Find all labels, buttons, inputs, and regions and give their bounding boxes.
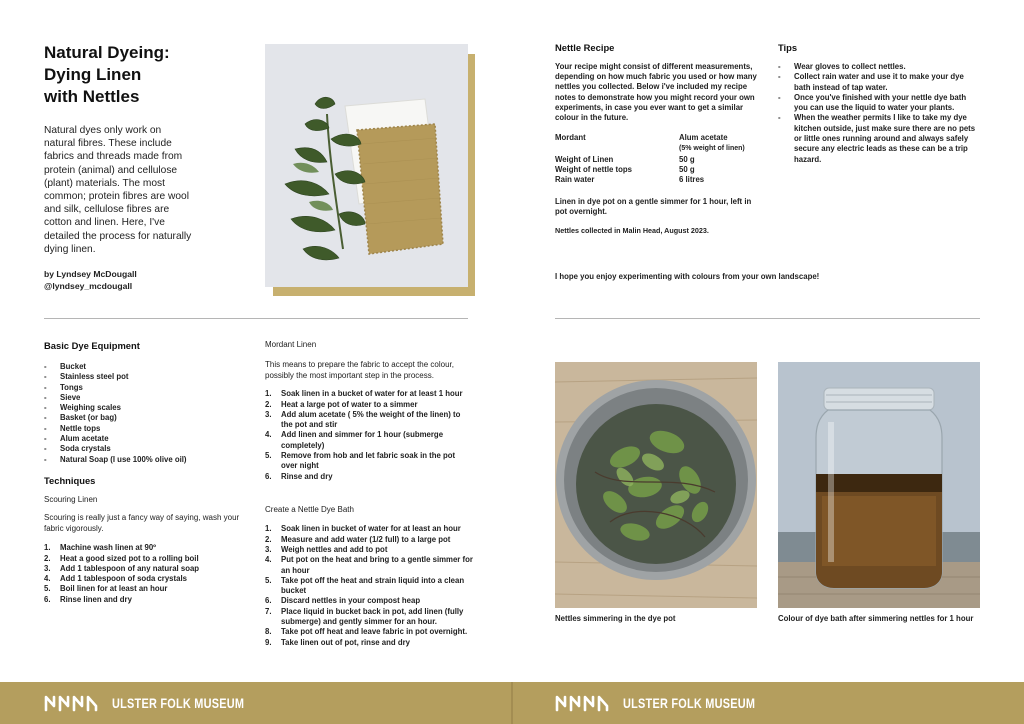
list-item: - Bucket (44, 362, 244, 372)
page-title (44, 42, 244, 108)
table-cell-label: Weight of Linen (555, 154, 614, 164)
table-cell-label: Weight of nettle tops (555, 164, 632, 174)
title-line-2: Dying Linen (44, 65, 142, 84)
collected-note: Nettles collected in Malin Head, August 2023. (555, 225, 709, 235)
left-divider (44, 318, 468, 319)
list-item: 4. Add linen and simmer for 1 hour (submerge completely) (265, 430, 444, 450)
mordant-section (265, 340, 470, 482)
simmer-note: Linen in dye pot on a gentle simmer for 1 hour, left in pot overnight. (555, 197, 752, 217)
recipe-title: Nettle Recipe (555, 42, 615, 53)
equipment-list (44, 362, 244, 465)
page-split (511, 682, 513, 724)
linen-nettles-photo (265, 44, 475, 296)
folk-museum-mark-icon (44, 694, 102, 712)
list-item: - Soda crystals (44, 444, 244, 454)
dye-jar-illustration (778, 362, 980, 608)
recipe-intro: Your recipe might consist of different measurements, depending on how much fabric you used or how many nettles you collected. Below i've included my recipe notes to demonstrate how you might record your own experiments, in case you ever want to get a similar colour in the future. (555, 62, 757, 123)
list-item: - Basket (or bag) (44, 413, 244, 423)
dye-pot-illustration (555, 362, 757, 608)
list-item: - Tongs (44, 383, 244, 393)
dye-bath-section (265, 505, 473, 648)
museum-name: ULSTER FOLK MUSEUM (112, 695, 245, 711)
list-item: 3. Add alum acetate ( 5% the weight of the linen) to the pot and stir (265, 409, 461, 430)
mordant-steps (265, 389, 470, 482)
list-item: 3. Add 1 tablespoon of any natural soap (44, 563, 200, 573)
author-name: by Lyndsey McDougall (44, 269, 137, 279)
scouring-title: Scouring Linen (44, 495, 98, 504)
list-item: 6. Rinse linen and dry (44, 594, 132, 604)
dye-bath-title: Create a Nettle Dye Bath (265, 505, 354, 514)
intro-paragraph: Natural dyes only work on natural fibres. These include fabrics and threads made from protein (animal) and cellulose (plant) materials. The most common; protein fibres are wool and silk, cellulose fibres are cotton and linen. Here, I've detailed the process for naturally dying linen. (44, 125, 192, 255)
table-row (555, 165, 765, 175)
scouring-intro: Scouring is really just a fancy way of saying, wash your fabric vigorously. (44, 513, 240, 533)
list-item: 1. Machine wash linen at 90º (44, 543, 157, 553)
list-item: - When the weather permits I like to take my dye kitchen outside, just make sure there are no pets or little ones running around and always safely secure any electric leads as these can be a trip hazard. (778, 113, 978, 164)
list-item: 2. Heat a large pot of water to a simmer (265, 399, 418, 409)
dye-bath-steps (265, 524, 473, 648)
recipe-table (555, 133, 765, 185)
title-line-1: Natural Dyeing: (44, 43, 170, 62)
list-item: 7. Place liquid in bucket back in pot, add linen (fully submerge) and gently simmer for an hour. (265, 606, 464, 627)
list-item: - Wear gloves to collect nettles. (778, 62, 978, 72)
table-cell-value: 50 g (679, 154, 695, 164)
list-item: - Stainless steel pot (44, 372, 244, 382)
list-item: 4. Put pot on the heat and bring to a gentle simmer for an hour (265, 555, 473, 575)
dye-pot-photo (555, 362, 757, 608)
table-cell-label: Rain water (555, 175, 595, 185)
list-item: 6. Discard nettles in your compost heap (265, 596, 421, 606)
museum-logo-left (44, 694, 282, 712)
author-handle: @lyndsey_mcdougall (44, 281, 133, 291)
techniques-section (44, 475, 249, 605)
caption-jar: Colour of dye bath after simmering nettles for 1 hour (778, 614, 974, 623)
list-item: - Weighing scales (44, 403, 244, 413)
table-cell-label: Mordant (555, 133, 586, 143)
list-item: 2. Heat a good sized pot to a rolling boil (44, 553, 199, 563)
list-item: 1. Soak linen in a bucket of water for at least 1 hour (265, 389, 463, 399)
list-item: - Nettle tops (44, 424, 244, 434)
linen-photo (265, 44, 468, 287)
table-cell-value: Alum acetate (5% weight of linen) (679, 133, 745, 153)
scouring-steps (44, 543, 249, 605)
list-item: 5. Take pot off the heat and strain liquid into a clean bucket (265, 575, 465, 596)
tips-section (778, 42, 978, 165)
table-row (555, 155, 765, 165)
linen-nettles-illustration (265, 44, 468, 287)
right-divider (555, 318, 980, 319)
list-item: 5. Boil linen for at least an hour (44, 584, 168, 594)
tips-title: Tips (778, 42, 798, 53)
list-item: 8. Take pot off heat and leave fabric in pot overnight. (265, 627, 468, 637)
mordant-intro: This means to prepare the fabric to accept the colour, possibly the most important step in the process. (265, 360, 454, 380)
byline (44, 268, 224, 292)
list-item: 2. Measure and add water (1/2 full) to a large pot (265, 534, 451, 544)
table-row (555, 175, 765, 185)
mordant-title: Mordant Linen (265, 340, 317, 349)
footer-bar (0, 682, 1024, 724)
title-line-3: with Nettles (44, 87, 140, 106)
equipment-section (44, 340, 244, 465)
museum-name: ULSTER FOLK MUSEUM (623, 695, 756, 711)
caption-pot: Nettles simmering in the dye pot (555, 614, 676, 623)
recipe-section (555, 42, 765, 236)
equipment-title: Basic Dye Equipment (44, 340, 140, 351)
tips-list (778, 62, 978, 165)
techniques-title: Techniques (44, 475, 96, 486)
list-item: 6. Rinse and dry (265, 471, 333, 481)
list-item: - Alum acetate (44, 434, 244, 444)
list-item: - Natural Soap (I use 100% olive oil) (44, 455, 244, 465)
list-item: - Collect rain water and use it to make your dye bath instead of tap water. (778, 72, 978, 93)
list-item: - Sieve (44, 393, 244, 403)
museum-logo-right (555, 694, 793, 712)
table-row (555, 133, 765, 154)
table-cell-value: 6 litres (679, 175, 705, 185)
list-item: 1. Soak linen in bucket of water for at least an hour (265, 524, 461, 534)
list-item: 3. Weigh nettles and add to pot (265, 545, 388, 554)
list-item: 4. Add 1 tablespoon of soda crystals (44, 574, 187, 584)
table-cell-value: 50 g (679, 164, 695, 174)
folk-museum-mark-icon (555, 694, 613, 712)
closing-note: I hope you enjoy experimenting with colours from your own landscape! (555, 272, 820, 281)
list-item: 9. Take linen out of pot, rinse and dry (265, 637, 410, 647)
list-item: 5. Remove from hob and let fabric soak in the pot over night (265, 451, 456, 471)
list-item: - Once you've finished with your nettle dye bath you can use the liquid to water your plants. (778, 93, 978, 114)
dye-jar-photo (778, 362, 980, 608)
